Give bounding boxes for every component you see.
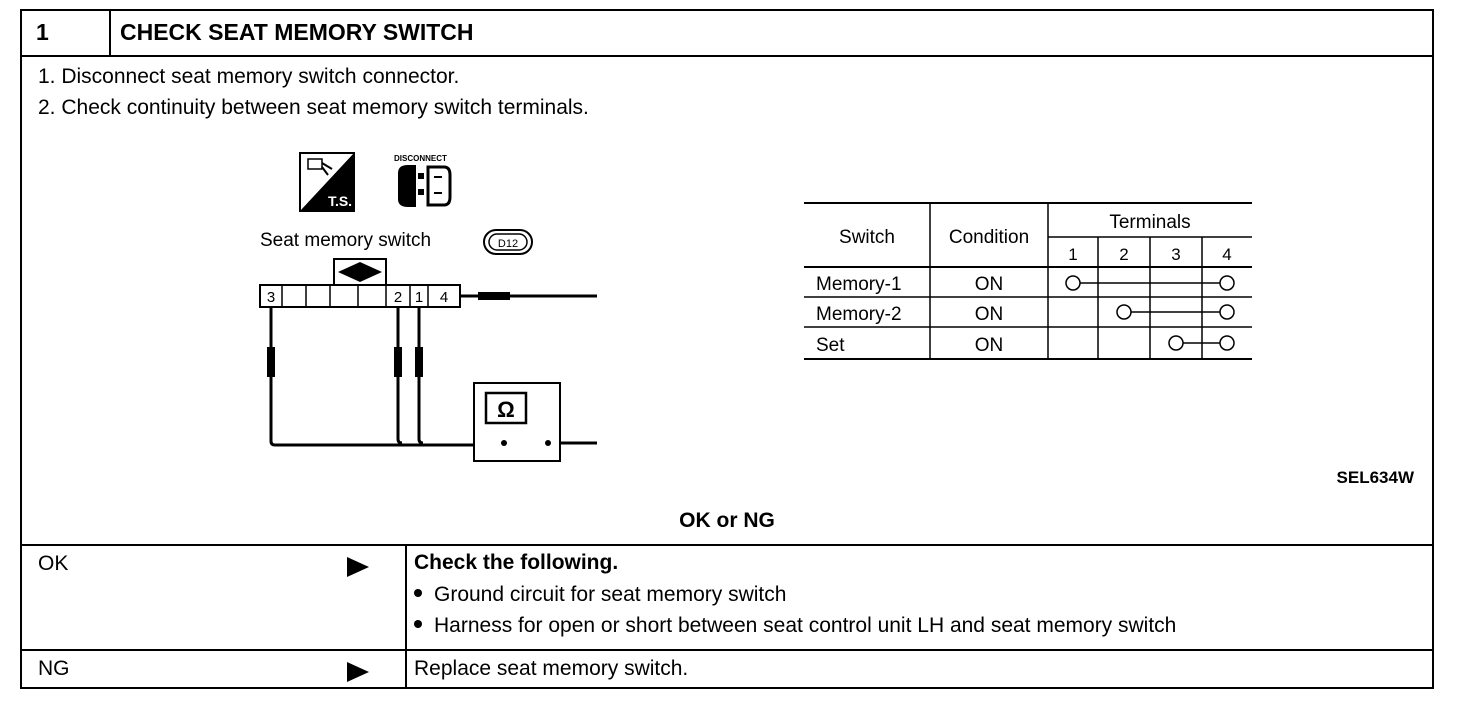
header-rule: [22, 55, 1432, 57]
ohmmeter-icon: [474, 383, 560, 461]
result-rule: [22, 649, 1432, 651]
probe-lead-1: [415, 307, 423, 443]
table-row-condition: ON: [974, 304, 1004, 325]
table-row-condition: ON: [974, 335, 1004, 356]
table-row-condition: ON: [974, 274, 1004, 295]
connector-caption: Seat memory switch: [260, 230, 432, 251]
continuity-table: [802, 199, 1258, 367]
ok-heading: Check the following.: [414, 551, 619, 574]
terminal-header-1: 1: [1068, 245, 1078, 264]
connector-body: [260, 285, 460, 307]
step-title: CHECK SEAT MEMORY SWITCH: [120, 19, 474, 45]
connector-id-badge: [482, 227, 534, 257]
table-row-switch: Set: [816, 335, 845, 356]
table-header-condition: Condition: [948, 227, 1030, 248]
instruction-1: 1. Disconnect seat memory switch connector.: [38, 65, 460, 88]
instruction-2: 2. Check continuity between seat memory switch terminals.: [38, 96, 589, 119]
step-number: 1: [36, 19, 49, 45]
figure-icons: [298, 151, 458, 213]
decision-rule: [22, 544, 1432, 546]
terminal-1-label: 1: [414, 289, 424, 306]
svg-text:D12: D12: [497, 238, 519, 250]
table-row-switch: Memory-1: [816, 274, 902, 295]
ts-tester-icon: [300, 153, 354, 211]
table-row-switch: Memory-2: [816, 304, 902, 325]
ohm-symbol: Ω: [497, 397, 515, 422]
terminal-header-4: 4: [1222, 245, 1232, 264]
table-header-switch: Switch: [839, 227, 895, 248]
disconnect-icon: [394, 154, 450, 207]
ok-arrow-icon: [347, 557, 369, 577]
wiring-diagram: [252, 255, 597, 465]
terminal-3-label: 3: [266, 289, 276, 306]
ok-label: OK: [38, 552, 69, 575]
ng-action: Replace seat memory switch.: [414, 657, 689, 680]
continuity-terminal-mark: [1169, 336, 1183, 350]
continuity-terminal-mark: [1220, 276, 1234, 290]
procedure-frame: [20, 9, 1434, 689]
probe-lead-3: [267, 307, 502, 445]
terminal-header-3: 3: [1171, 245, 1181, 264]
header-divider: [109, 11, 111, 55]
disconnect-label: DISCONNECT: [394, 154, 447, 163]
ng-label: NG: [38, 657, 70, 680]
continuity-terminal-mark: [1066, 276, 1080, 290]
bullet-icon: [414, 620, 422, 628]
terminal-header-2: 2: [1119, 245, 1129, 264]
bullet-icon: [414, 589, 422, 597]
ok-or-ng-prompt: OK or NG: [679, 509, 775, 532]
continuity-terminal-mark: [1117, 305, 1131, 319]
result-divider: [405, 544, 407, 689]
ok-check-item: Harness for open or short between seat control unit LH and seat memory switch: [414, 614, 1176, 638]
terminal-2-label: 2: [393, 289, 403, 306]
ts-badge-text: T.S.: [327, 193, 353, 209]
continuity-terminal-mark: [1220, 336, 1234, 350]
ok-check-item: Ground circuit for seat memory switch: [414, 583, 786, 607]
table-header-terminals: Terminals: [1109, 212, 1191, 233]
figure-reference-code: SEL634W: [1336, 468, 1414, 487]
ng-arrow-icon: [347, 662, 369, 682]
probe-lead-2: [394, 307, 402, 443]
terminal-4-label: 4: [439, 289, 449, 306]
continuity-terminal-mark: [1220, 305, 1234, 319]
